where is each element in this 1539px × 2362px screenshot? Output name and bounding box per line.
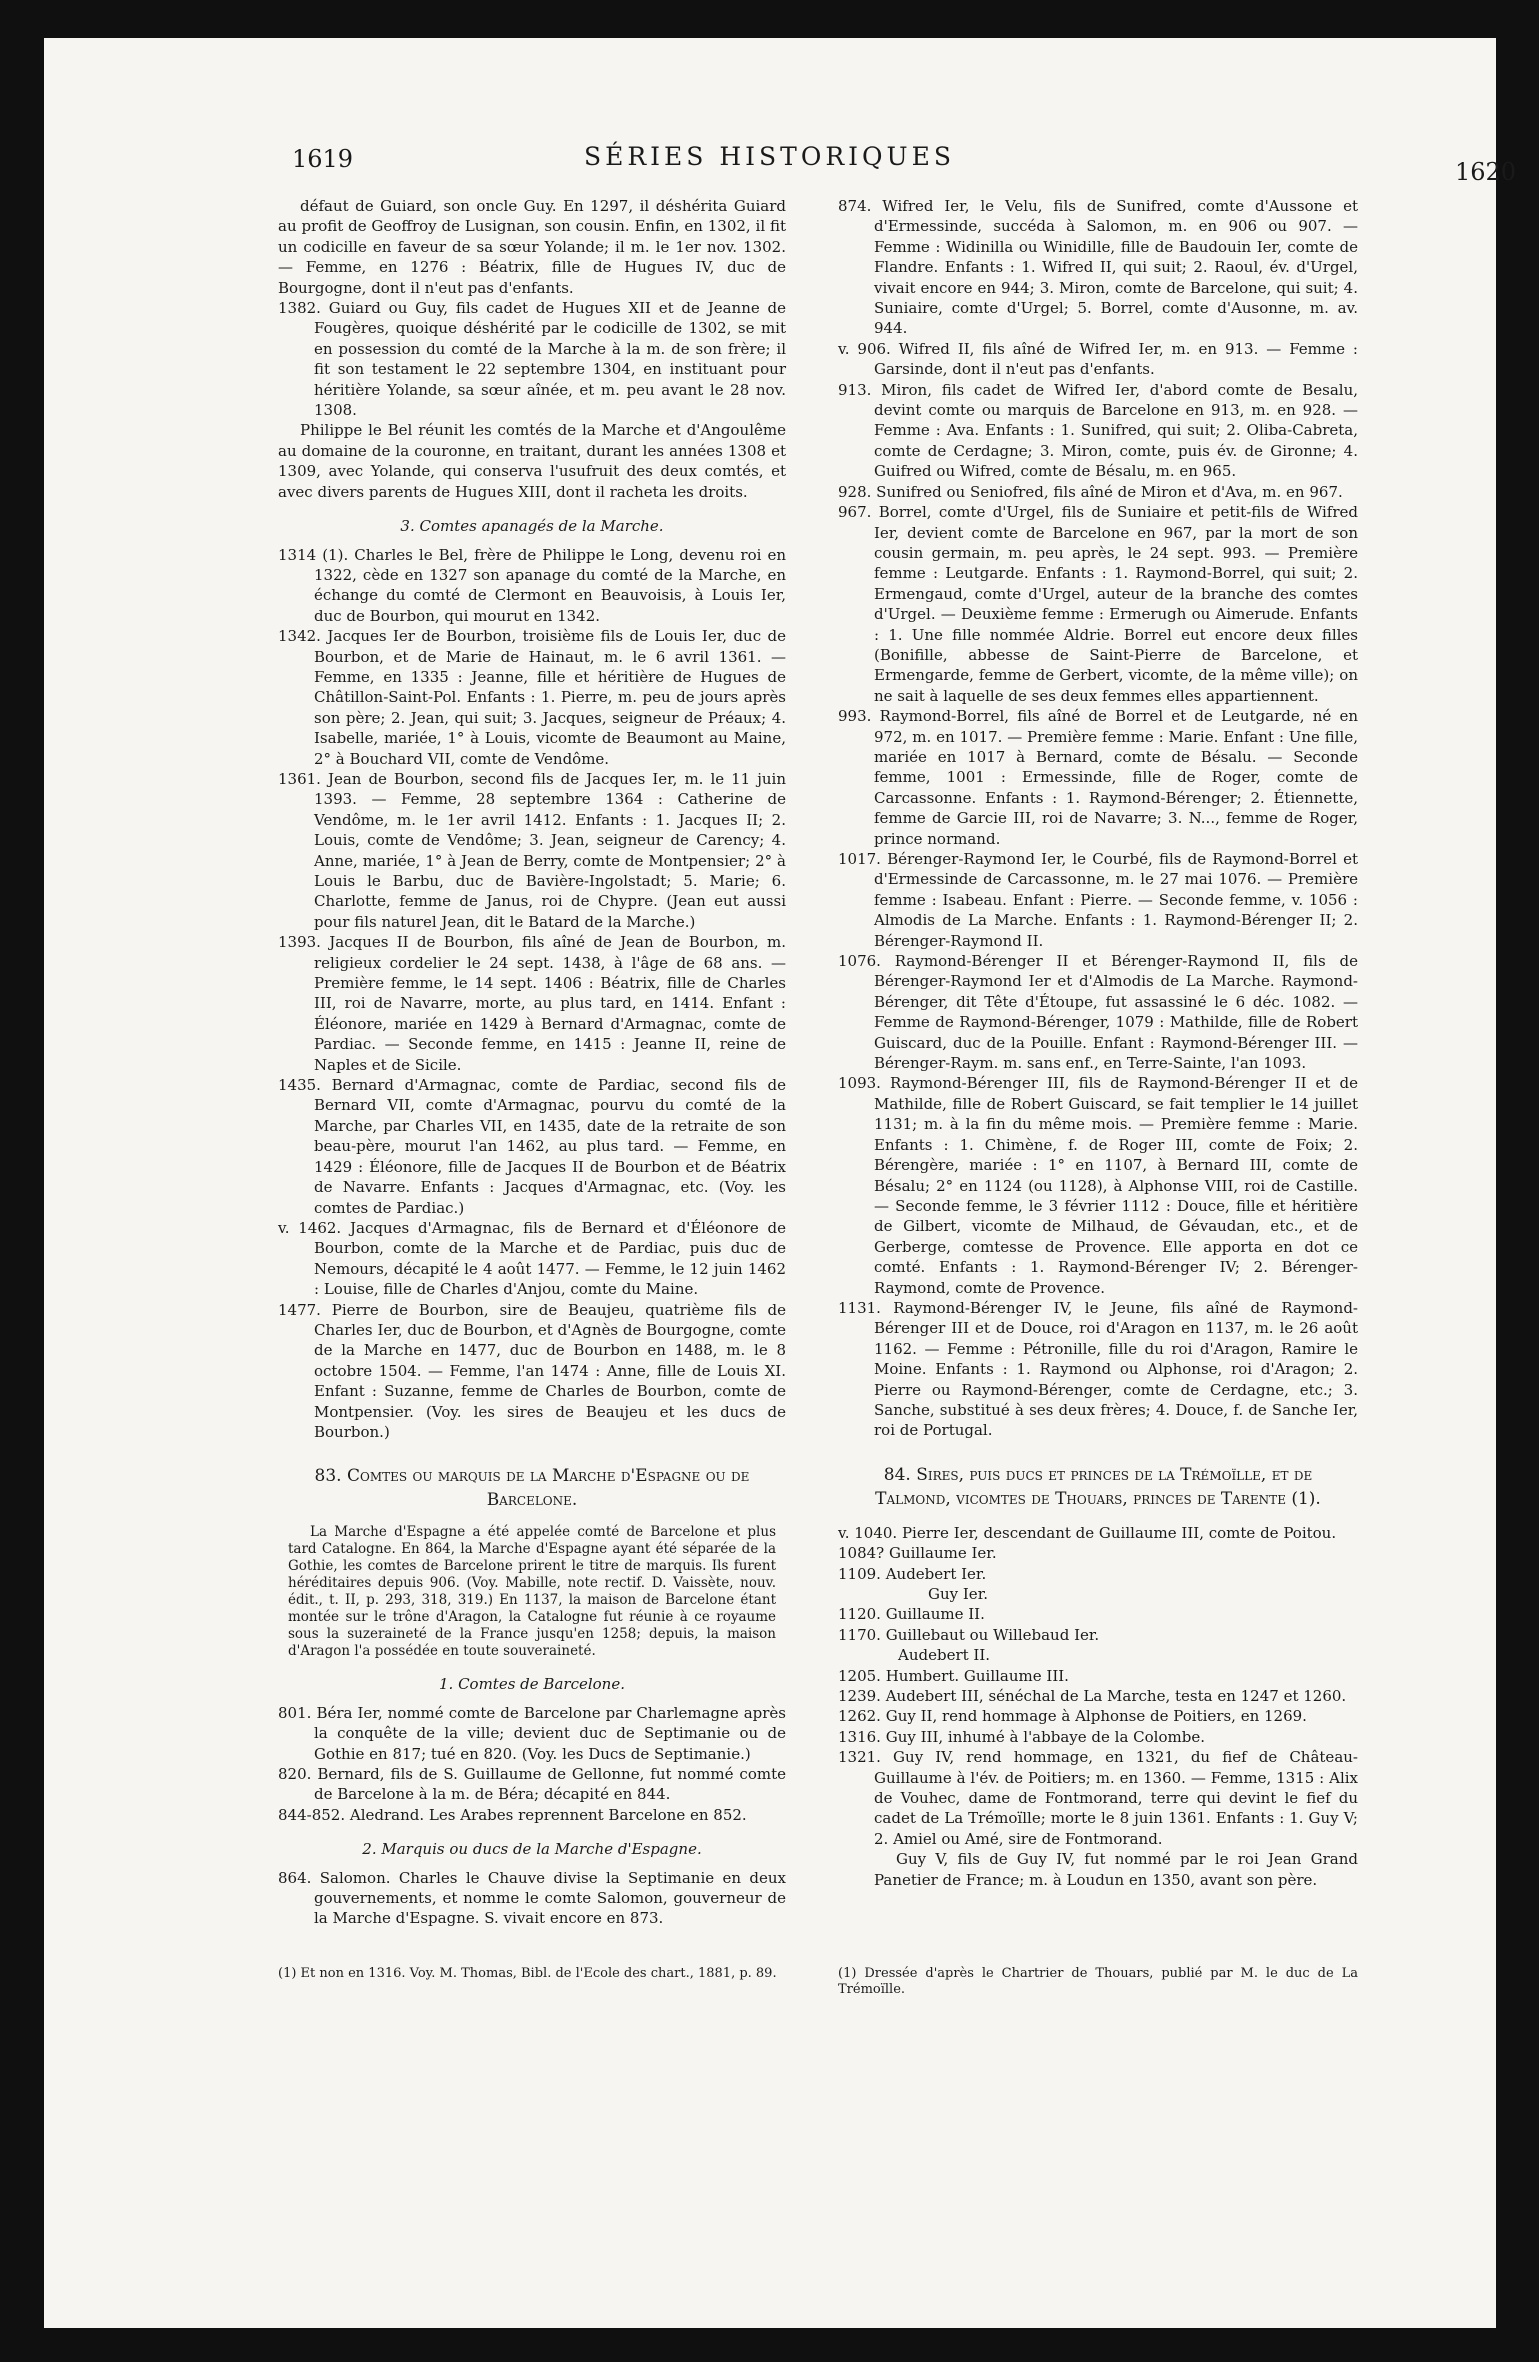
paragraph: Philippe le Bel réunit les comtés de la Marche et d'Angoulême au domaine de la couronne, en traitant, durant les années 1308 et 1309, avec Yolande, qui conserva l'usufruit des deux comtés, et avec divers parents de Hugues XIII, dont il racheta les droits. — [278, 421, 786, 501]
entry-guy-5: Guy V, fils de Guy IV, fut nommé par le roi Jean Grand Panetier de France; m. à Loudun en 1350, avant son père. — [874, 1850, 1358, 1889]
entry-1342: 1342. Jacques Ier de Bourbon, troisième fils de Louis Ier, duc de Bourbon, et de Marie de Hainaut, m. le 6 avril 1361. — Femme, en 1335 : Jeanne, fille et héritière de Hugues de Châtillon-Saint-Pol. Enfants : 1. Pierre, m. peu de jours après son père; 2. Jean, qui suit; 3. Jacques, seigneur de Préaux; 4. Isabelle, mariée, 1° à Louis, vicomte de Beaumont au Maine, 2° à Bouchard VII, comte de Vendôme. — [278, 627, 786, 768]
entry-967: 967. Borrel, comte d'Urgel, fils de Suniaire et petit-fils de Wifred Ier, devient comte de Barcelone en 967, par la mort de son cousin germain, m. peu après, le 24 sept. 993. — Première femme : Leutgarde. Enfants : 1. Raymond-Borrel, qui suit; 2. Ermengaud, comte d'Urgel, auteur de la branche des comtes d'Urgel. — Deuxième femme : Ermerugh ou Aimerude. Enfants : 1. Une fille nommée Aldrie. Borrel eut encore deux filles (Bonifille, abbesse de Saint-Pierre de Barcelone, et Ermengarde, femme de Gerbert, vicomte, de la même ville); on ne sait à laquelle de ses deux femmes elles appartiennent. — [838, 503, 1358, 705]
subheading-comtes-apanages: 3. Comtes apanagés de la Marche. — [400, 517, 664, 536]
entry-1316: 1316. Guy III, inhumé à l'abbaye de la Colombe. — [838, 1727, 1205, 1746]
entry-guy-1: Guy Ier. — [928, 1585, 988, 1603]
entry-906: v. 906. Wifred II, fils aîné de Wifred Ier, m. en 913. — Femme : Garsinde, dont il n'eut pas d'enfants. — [838, 339, 1358, 379]
entry-1382: 1382. Guiard ou Guy, fils cadet de Hugues XII et de Jeanne de Fougères, quoique déshérité par le codicille de 1302, se mit en possession du comté de la Marche à la m. de son frère; il fit son testament le 22 septembre 1304, en instituant pour héritière Yolande, sa sœur aînée, et m. peu avant le 28 nov. 1308. — [278, 299, 786, 420]
entry-1477: 1477. Pierre de Bourbon, sire de Beaujeu, quatrième fils de Charles Ier, duc de Bourbon, et d'Agnès de Bourgogne, comte de la Marche en 1477, duc de Bourbon en 1488, m. le 8 octobre 1504. — Femme, l'an 1474 : Anne, fille de Louis XI. Enfant : Suzanne, femme de Charles de Bourbon, comte de Montpensier. (Voy. les sires de Beaujeu et les ducs de Bourbon.) — [278, 1300, 786, 1441]
entry-1361: 1361. Jean de Bourbon, second fils de Jacques Ier, m. le 11 juin 1393. — Femme, 28 septembre 1364 : Catherine de Vendôme, m. le 1er avril 1412. Enfants : 1. Jacques II; 2. Louis, comte de Vendôme; 3. Jean, seigneur de Carency; 4. Anne, mariée, 1° à Jean de Berry, comte de Montpensier; 2° à Louis le Barbu, duc de Bavière-Ingolstadt; 5. Marie; 6. Charlotte, femme de Janus, roi de Chypre. (Jean eut aussi pour fils naturel Jean, dit le Batard de la Marche.) — [278, 769, 786, 931]
entry-874: 874. Wifred Ier, le Velu, fils de Sunifred, comte d'Aussone et d'Ermessinde, succéda à Salomon, m. en 906 ou 907. — Femme : Widinilla ou Winidille, fille de Baudouin Ier, comte de Flandre. Enfants : 1. Wifred II, qui suit; 2. Raoul, év. d'Urgel, vivait encore en 944; 3. Miron, comte de Barcelone, qui suit; 4. Suniaire, comte d'Urgel; 5. Borrel, comte d'Ausonne, m. av. 944. — [838, 197, 1358, 338]
entry-844: 844-852. Aledrand. Les Arabes reprennent Barcelone en 852. — [278, 1805, 747, 1824]
entry-864: 864. Salomon. Charles le Chauve divise la Septimanie en deux gouvernements, et nomme le comte Salomon, gouverneur de la Marche d'Espagne. S. vivait encore en 873. — [278, 1868, 786, 1928]
page-number-left: 1619 — [292, 145, 354, 173]
entry-1321: 1321. Guy IV, rend hommage, en 1321, du fief de Château-Guillaume à l'év. de Poitiers; m. en 1360. — Femme, 1315 : Alix de Vouhec, dame de Fontmorand, terre qui devint le fief du cadet de La Trémoïlle; morte le 8 juin 1361. Enfants : 1. Guy V; 2. Amiel ou Amé, sire de Fontmorand. — [838, 1748, 1358, 1848]
section-intro: La Marche d'Espagne a été appelée comté de Barcelone et plus tard Catalogne. En 864, la Marche d'Espagne ayant été séparée de la Gothie, les comtes de Barcelone prirent le titre de marquis. Ils furent héréditaires depuis 906. (Voy. Mabille, note rectif. D. Vaissète, nouv. édit., t. II, p. 293, 318, 319.) En 1137, la maison de Barcelone étant montée sur le trône d'Aragon, la Catalogne fut réunie à ce royaume sous la suzeraineté de la France jusqu'en 1258; depuis, la maison d'Aragon l'a possédée en toute souveraineté. — [288, 1524, 776, 1660]
footnote: (1) Et non en 1316. Voy. M. Thomas, Bibl. de l'Ecole des chart., 1881, p. 89. — [278, 1966, 777, 1981]
entry-1170: 1170. Guillebaut ou Willebaud Ier. — [838, 1625, 1100, 1644]
entry-1462: v. 1462. Jacques d'Armagnac, fils de Bernard et d'Éléonore de Bourbon, comte de la Marche et de Pardiac, puis duc de Nemours, décapité le 4 août 1477. — Femme, le 12 juin 1462 : Louise, fille de Charles d'Anjou, comte du Maine. — [278, 1218, 786, 1299]
subheading-marquis: 2. Marquis ou ducs de la Marche d'Espagne. — [362, 1840, 702, 1859]
entry-1084: 1084? Guillaume Ier. — [838, 1544, 997, 1563]
page-number-right: 1620 — [1455, 158, 1517, 186]
left-column — [278, 196, 786, 1981]
entry-1435: 1435. Bernard d'Armagnac, comte de Pardiac, second fils de Bernard VII, comte d'Armagnac, pourvu du comté de la Marche, par Charles VII, en 1435, date de la retraite de son beau-père, mourut l'an 1462, au plus tard. — Femme, en 1429 : Éléonore, fille de Jacques II de Bourbon et de Béatrix de Navarre. Enfants : Jacques d'Armagnac, etc. (Voy. les comtes de Pardiac.) — [278, 1076, 786, 1217]
entry-1262: 1262. Guy II, rend hommage à Alphonse de Poitiers, en 1269. — [838, 1707, 1307, 1726]
entry-1205: 1205. Humbert. Guillaume III. — [838, 1666, 1069, 1685]
section-heading-84: 84. Sires, puis ducs et princes de la Trémoïlle, et de Talmond, vicomtes de Thouars, princes de Tarente (1). — [875, 1464, 1321, 1509]
entry-1040: v. 1040. Pierre Ier, descendant de Guillaume III, comte de Poitou. — [838, 1523, 1337, 1542]
entry-audebert-2: Audebert II. — [898, 1646, 991, 1665]
entry-1239: 1239. Audebert III, sénéchal de La Marche, testa en 1247 et 1260. — [838, 1687, 1347, 1706]
entry-801: 801. Béra Ier, nommé comte de Barcelone par Charlemagne après la conquête de la ville; devient duc de Septimanie ou de Gothie en 817; tué en 820. (Voy. les Ducs de Septimanie.) — [278, 1703, 786, 1763]
entry-928: 928. Sunifred ou Seniofred, fils aîné de Miron et d'Ava, m. en 967. — [838, 482, 1343, 501]
entry-820: 820. Bernard, fils de S. Guillaume de Gellonne, fut nommé comte de Barcelone à la m. de Béra; décapité en 844. — [278, 1765, 786, 1804]
entry-1093: 1093. Raymond-Bérenger III, fils de Raymond-Bérenger II et de Mathilde, fille de Robert Guiscard, se fait templier le 14 juillet 1131; m. à la fin du même mois. — Première femme : Marie. Enfants : 1. Chimène, f. de Roger III, comte de Foix; 2. Bérengère, mariée : 1° en 1107, à Bernard III, comte de Bésalu; 2° en 1124 (ou 1128), à Alphonse VIII, roi de Castille. — Seconde femme, le 3 février 1112 : Douce, fille et héritière de Gilbert, vicomte de Milhaud, de Gévaudan, etc., et de Gerberge, comtesse de Provence. Elle apporta en dot ce comté. Enfants : 1. Raymond-Bérenger IV; 2. Bérenger-Raymond, comte de Provence. — [838, 1074, 1358, 1297]
entry-1120: 1120. Guillaume II. — [838, 1605, 985, 1624]
subheading-comtes-barcelone: 1. Comtes de Barcelone. — [439, 1675, 625, 1694]
entry-1076: 1076. Raymond-Bérenger II et Bérenger-Raymond II, fils de Bérenger-Raymond Ier et d'Almodis de La Marche. Raymond-Bérenger, dit Tête d'Étoupe, fut assassiné le 6 déc. 1082. — Femme de Raymond-Bérenger, 1079 : Mathilde, fille de Robert Guiscard, duc de la Pouille. Enfant : Raymond-Bérenger III. — Bérenger-Raym. m. sans enf., en Terre-Sainte, l'an 1093. — [838, 952, 1358, 1073]
entry-1017: 1017. Bérenger-Raymond Ier, le Courbé, fils de Raymond-Borrel et d'Ermessinde de Carcassonne, m. le 27 mai 1076. — Première femme : Isabeau. Enfant : Pierre. — Seconde femme, v. 1056 : Almodis de La Marche. Enfants : 1. Raymond-Bérenger II; 2. Bérenger-Raymond II. — [838, 850, 1358, 950]
footnote: (1) Dressée d'après le Chartrier de Thouars, publié par M. le duc de La Trémoïlle. — [838, 1966, 1358, 1997]
entry-1131: 1131. Raymond-Bérenger IV, le Jeune, fils aîné de Raymond-Bérenger III et de Douce, roi d'Aragon en 1137, m. le 26 août 1162. — Femme : Pétronille, fille du roi d'Aragon, Ramire le Moine. Enfants : 1. Raymond ou Alphonse, roi d'Aragon; 2. Pierre ou Raymond-Bérenger, comte de Cerdagne, etc.; 3. Sanche, substitué à ses deux frères; 4. Douce, f. de Sanche Ier, roi de Portugal. — [838, 1298, 1358, 1440]
entry-993: 993. Raymond-Borrel, fils aîné de Borrel et de Leutgarde, né en 972, m. en 1017. — Première femme : Marie. Enfant : Une fille, mariée en 1017 à Bernard, comte de Bésalu. — Seconde femme, 1001 : Ermessinde, fille de Roger, comte de Carcassonne. Enfants : 1. Raymond-Bérenger; 2. Étiennette, femme de Garcie III, roi de Navarre; 3. N..., femme de Roger, prince normand. — [838, 707, 1358, 848]
entry-1109: 1109. Audebert Ier. — [838, 1564, 987, 1583]
right-column — [838, 196, 1358, 1997]
entry-913: 913. Miron, fils cadet de Wifred Ier, d'abord comte de Besalu, devint comte ou marquis de Barcelone en 913, m. en 928. — Femme : Ava. Enfants : 1. Sunifred, qui suit; 2. Oliba-Cabreta, comte de Cerdagne; 3. Miron, comte, puis év. de Gironne; 4. Guifred ou Wifred, comte de Bésalu, m. en 965. — [838, 380, 1358, 481]
entry-1393: 1393. Jacques II de Bourbon, fils aîné de Jean de Bourbon, m. religieux cordelier le 24 sept. 1438, à l'âge de 68 ans. — Première femme, le 14 sept. 1406 : Béatrix, fille de Charles III, roi de Navarre, morte, au plus tard, en 1414. Enfant : Éléonore, mariée en 1429 à Bernard d'Armagnac, comte de Pardiac. — Seconde femme, en 1415 : Jeanne II, reine de Naples et de Sicile. — [278, 933, 786, 1074]
paragraph: défaut de Guiard, son oncle Guy. En 1297, il déshérita Guiard au profit de Geoffroy de Lusignan, son cousin. Enfin, en 1302, il fit un codicille en faveur de sa sœur Yolande; il m. le 1er nov. 1302. — Femme, en 1276 : Béatrix, fille de Hugues IV, duc de Bourgogne, dont il n'eut pas d'enfants. — [278, 197, 786, 297]
entry-1314: 1314 (1). Charles le Bel, frère de Philippe le Long, devenu roi en 1322, cède en 1327 son apanage du comté de la Marche, en échange du comté de Clermont en Beauvoisis, à Louis Ier, duc de Bourbon, qui mourut en 1342. — [278, 545, 786, 625]
section-heading-83: 83. Comtes ou marquis de la Marche d'Espagne ou de Barcelone. — [314, 1466, 750, 1511]
running-title: SÉRIES HISTORIQUES — [583, 142, 955, 171]
